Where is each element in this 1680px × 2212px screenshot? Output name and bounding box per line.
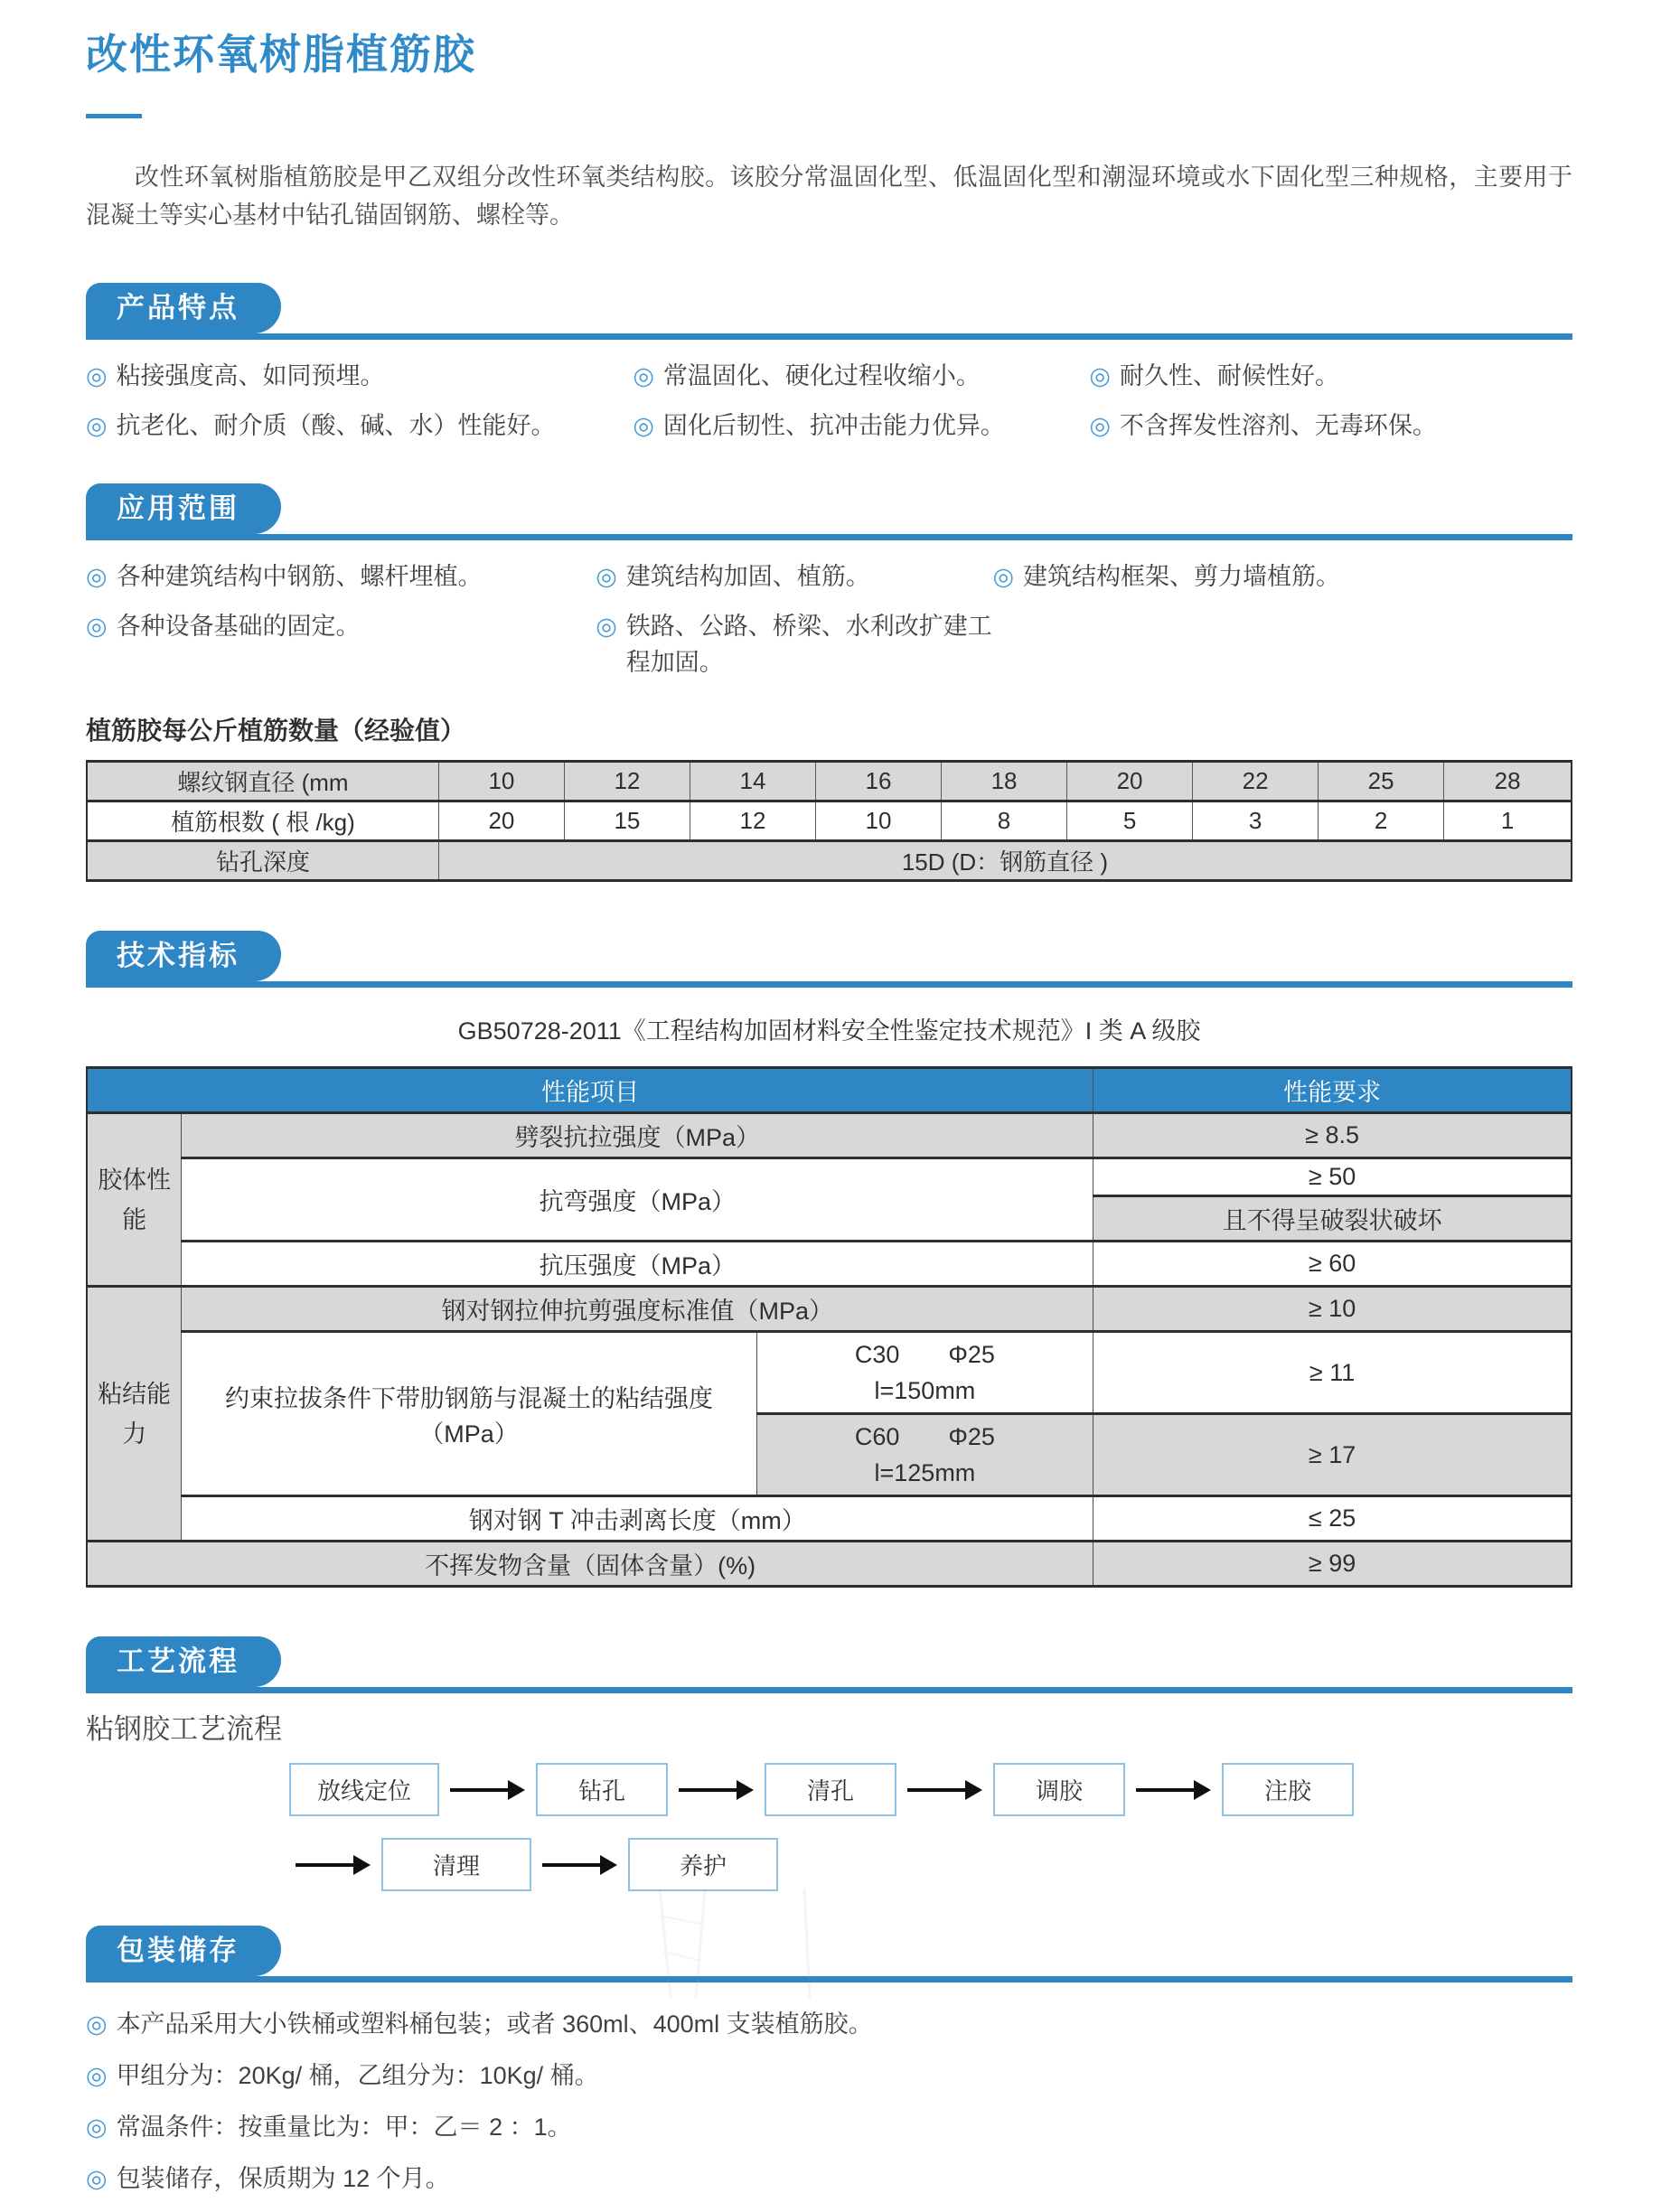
ring-bullet-icon: ◎ [86,2062,108,2089]
intro-paragraph: 改性环氧树脂植筋胶是甲乙双组分改性环氧类结构胶。该胶分常温固化型、低温固化型和潮湿环境或水下固化型三种规格，主要用于混凝土等实心基材中钻孔锚固钢筋、螺栓等。 [86,164,1572,229]
table-row [87,1542,1572,1587]
req-cell: ≥ 50 [1093,1158,1572,1196]
list-item-text: 铁路、公路、桥梁、水利改扩建工程加固。 [625,613,992,676]
value-cell: 12 [564,762,690,801]
ring-bullet-icon: ◎ [86,2114,108,2141]
req-cell: ≥ 99 [1093,1542,1572,1587]
list-item-text: 各种设备基础的固定。 [116,613,361,640]
list-item [86,2057,1572,2094]
req-cell: ≥ 60 [1093,1242,1572,1287]
item-cell: 钢对钢拉伸抗剪强度标准值（MPa） [182,1287,1093,1332]
title-accent-dash [86,114,142,118]
value-cell: 18 [942,762,1067,801]
row-label-cell: 螺纹钢直径 (mm [87,762,438,801]
req-cell: 且不得呈破裂状破坏 [1093,1196,1572,1242]
item-cell: 劈裂抗拉强度（MPa） [182,1113,1093,1158]
list-item-text: 建筑结构框架、剪力墙植筋。 [1023,563,1340,590]
flow-step: 清孔 [765,1763,896,1816]
flow-step: 调胶 [993,1763,1125,1816]
req-cell: ≥ 11 [1093,1332,1572,1414]
ring-bullet-icon: ◎ [633,412,654,439]
section-header-applications [86,483,1572,540]
spec-line: l=150mm [874,1377,976,1404]
section-badge-applications: 应用范围 [86,483,281,534]
table-header-row [87,1068,1572,1113]
column-header-req: 性能要求 [1093,1068,1572,1113]
list-item [1089,358,1572,394]
packaging-list [86,2006,1572,2197]
flow-row-2 [296,1838,1572,1891]
list-item-text: 常温条件：按重量比为：甲：乙＝ 2 ：1。 [116,2114,572,2141]
table-row [87,1496,1572,1542]
req-cell: ≥ 10 [1093,1287,1572,1332]
spec-line: C30 Φ25 [854,1341,995,1368]
section-header-process [86,1636,1572,1693]
item-cell: 约束拉拔条件下带肋钢筋与混凝土的粘结强度（MPa） [182,1332,756,1496]
spec-line: l=125mm [874,1459,976,1486]
table-row [87,1113,1572,1158]
features-list [86,358,1572,444]
value-cell: 1 [1444,801,1572,841]
ring-bullet-icon: ◎ [86,613,108,640]
value-cell: 3 [1193,801,1319,841]
ring-bullet-icon: ◎ [1089,412,1111,439]
content-column [86,0,1572,2212]
background-watermark [624,1889,859,1998]
section-badge-process: 工艺流程 [86,1636,281,1687]
req-cell: ≥ 8.5 [1093,1113,1572,1158]
list-item-text: 各种建筑结构中钢筋、螺杆埋植。 [116,563,483,590]
item-cell: 抗压强度（MPa） [182,1242,1093,1287]
tech-spec-table [86,1066,1572,1588]
spec-cell [756,1332,1093,1414]
list-item [86,2109,1572,2145]
table-row [87,1287,1572,1332]
list-item [86,2160,1572,2197]
list-item-text: 包装储存，保质期为 12 个月。 [116,2165,450,2192]
arrow-right-icon [1136,1780,1211,1800]
ring-bullet-icon: ◎ [86,563,108,590]
value-cell: 10 [815,801,941,841]
arrow-right-icon [679,1780,754,1800]
value-cell: 2 [1319,801,1444,841]
flow-row-1 [289,1763,1572,1816]
flow-step: 养护 [628,1838,778,1891]
arrow-right-icon [907,1780,982,1800]
list-item [86,558,596,595]
value-cell: 14 [690,762,815,801]
item-cell: 抗弯强度（MPa） [182,1158,1093,1242]
flow-step: 注胶 [1222,1763,1354,1816]
value-cell: 25 [1319,762,1444,801]
section-header-tech [86,931,1572,988]
flow-step: 清理 [381,1838,531,1891]
value-cell: 16 [815,762,941,801]
item-cell: 钢对钢 T 冲击剥离长度（mm） [182,1496,1093,1542]
table-row [87,1332,1572,1414]
ring-bullet-icon: ◎ [86,362,108,389]
column-header-item: 性能项目 [87,1068,1093,1113]
arrow-right-icon [296,1855,371,1875]
list-item-text: 固化后韧性、抗冲击能力优异。 [662,412,1005,439]
value-cell: 20 [438,801,564,841]
list-item [86,358,633,394]
list-item [86,408,633,444]
rebar-table-title: 植筋胶每公斤植筋数量（经验值） [86,717,466,745]
value-cell: 5 [1067,801,1193,841]
section-badge-tech: 技术指标 [86,931,281,981]
table-row [87,1242,1572,1287]
rebar-count-table [86,760,1572,882]
value-cell: 8 [942,801,1067,841]
list-item-text: 抗老化、耐介质（酸、碱、水）性能好。 [116,412,556,439]
applications-list [86,558,1572,680]
ring-bullet-icon: ◎ [86,2165,108,2192]
group-label: 胶体性能 [87,1113,182,1287]
spec-cell [756,1414,1093,1496]
row-label-cell: 钻孔深度 [87,841,438,881]
list-item [633,358,1089,394]
section-header-features [86,283,1572,340]
arrow-right-icon [542,1855,617,1875]
list-item [596,558,992,595]
item-cell: 不挥发物含量（固体含量）(%) [87,1542,1093,1587]
list-item-text: 甲组分为：20Kg/ 桶，乙组分为：10Kg/ 桶。 [116,2062,599,2089]
list-item-text: 常温固化、硬化过程收缩小。 [662,362,981,389]
ring-bullet-icon: ◎ [596,613,617,640]
row-label-cell: 植筋根数 ( 根 /kg) [87,801,438,841]
flow-subtitle: 粘钢胶工艺流程 [86,1713,282,1745]
list-item [86,608,596,680]
table-row [87,1158,1572,1196]
standard-note: GB50728-2011《工程结构加固材料安全性鉴定技术规范》I 类 A 级胶 [457,1017,1201,1045]
req-cell: ≥ 17 [1093,1414,1572,1496]
value-cell: 15 [564,801,690,841]
ring-bullet-icon: ◎ [633,362,654,389]
value-cell: 12 [690,801,815,841]
list-item [1089,408,1572,444]
list-item-text: 粘接强度高、如同预埋。 [116,362,385,389]
list-item-text: 本产品采用大小铁桶或塑料桶包装；或者 360ml、400ml 支装植筋胶。 [116,2010,873,2038]
value-cell: 28 [1444,762,1572,801]
group-label: 粘结能力 [87,1287,182,1542]
list-item [633,408,1089,444]
ring-bullet-icon: ◎ [1089,362,1111,389]
req-cell: ≤ 25 [1093,1496,1572,1542]
ring-bullet-icon: ◎ [86,412,108,439]
spec-line: C60 Φ25 [854,1423,995,1450]
list-item [992,558,1572,595]
flow-step: 钻孔 [536,1763,668,1816]
span-value-cell: 15D (D：钢筋直径 ) [438,841,1572,881]
list-item [86,2006,1572,2042]
arrow-right-icon [450,1780,525,1800]
list-item [596,608,992,680]
page-title: 改性环氧树脂植筋胶 [86,31,476,78]
table-row [87,841,1572,881]
table-row [87,762,1572,801]
section-badge-packaging: 包装储存 [86,1926,281,1976]
list-item-text: 不含挥发性溶剂、无毒环保。 [1119,412,1437,439]
ring-bullet-icon: ◎ [992,563,1014,590]
value-cell: 10 [438,762,564,801]
value-cell: 22 [1193,762,1319,801]
list-item-text: 耐久性、耐候性好。 [1119,362,1339,389]
ring-bullet-icon: ◎ [86,2010,108,2038]
table-row [87,801,1572,841]
ring-bullet-icon: ◎ [596,563,617,590]
section-badge-features: 产品特点 [86,283,281,333]
flow-step: 放线定位 [289,1763,439,1816]
value-cell: 20 [1067,762,1193,801]
list-item-text: 建筑结构加固、植筋。 [625,563,870,590]
